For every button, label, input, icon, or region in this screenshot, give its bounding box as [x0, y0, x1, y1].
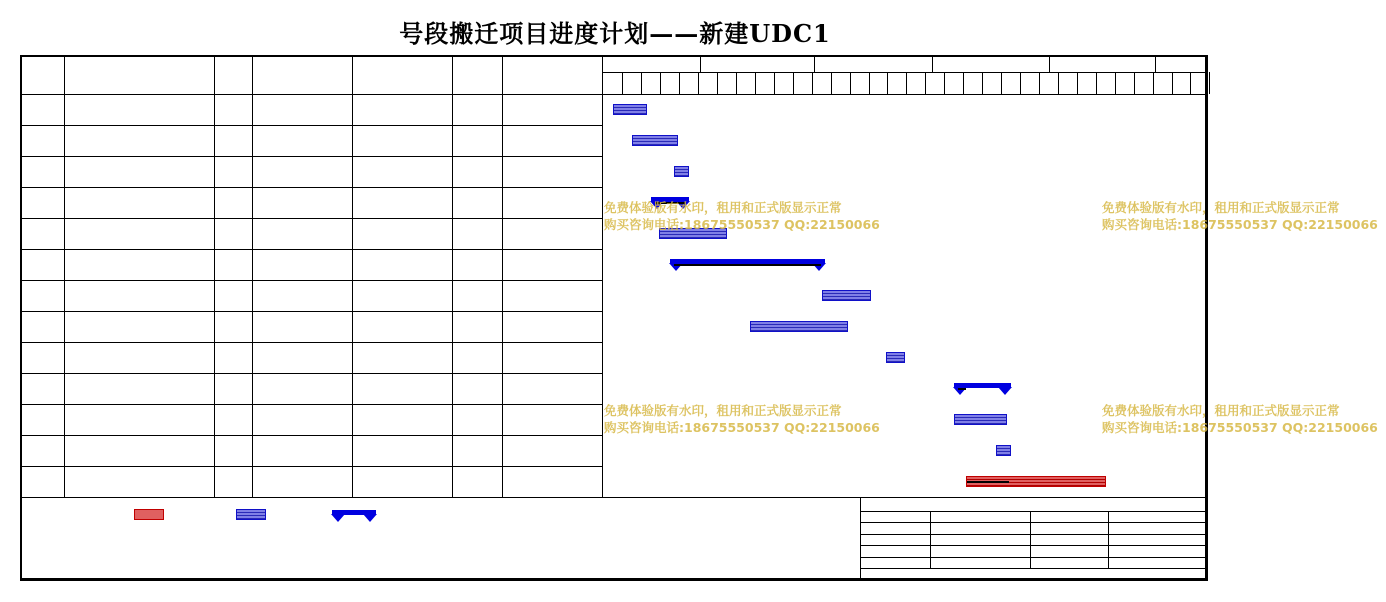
month-divider — [1049, 57, 1050, 72]
watermark-line: 购买咨询电话:18675550537 QQ:22150066 — [1102, 217, 1378, 232]
duration-cell — [214, 94, 252, 125]
end-date-cell — [352, 156, 452, 187]
tick-divider — [1172, 72, 1173, 94]
task-name-cell — [64, 404, 214, 435]
done-cell — [452, 249, 502, 280]
end-date-cell — [352, 218, 452, 249]
tick-divider — [1020, 72, 1021, 94]
done-cell — [452, 94, 502, 125]
tick-divider — [698, 72, 699, 94]
tick-divider — [717, 72, 718, 94]
column-header — [502, 57, 602, 94]
summary-progress-line — [674, 264, 821, 266]
tick-divider — [1134, 72, 1135, 94]
start-date-cell — [252, 404, 352, 435]
task-name-cell — [64, 249, 214, 280]
tick-divider — [982, 72, 983, 94]
start-date-cell — [252, 435, 352, 466]
wbs-cell — [22, 342, 64, 373]
note-cell — [502, 342, 602, 373]
done-cell — [452, 125, 502, 156]
start-date-cell — [252, 156, 352, 187]
duration-cell — [214, 125, 252, 156]
owner-value — [1108, 511, 1208, 523]
tick-divider — [641, 72, 642, 94]
column-header — [452, 57, 502, 94]
start-date-cell — [252, 311, 352, 342]
column-header — [64, 57, 214, 94]
task-name-cell — [64, 342, 214, 373]
task-bar — [886, 352, 905, 363]
start-date-cell — [252, 466, 352, 497]
month-divider — [932, 57, 933, 72]
duration-cell — [214, 373, 252, 404]
done-cell — [452, 435, 502, 466]
tick-divider — [963, 72, 964, 94]
task-bar — [996, 445, 1011, 456]
done-cell — [452, 466, 502, 497]
gantt-frame — [20, 55, 1378, 581]
wbs-cell — [22, 249, 64, 280]
wbs-cell — [22, 280, 64, 311]
start-date-cell — [252, 187, 352, 218]
note-cell — [502, 435, 602, 466]
end-date-cell — [352, 249, 452, 280]
note-cell — [502, 125, 602, 156]
tick-divider — [831, 72, 832, 94]
watermark — [604, 199, 880, 233]
tick-divider — [850, 72, 851, 94]
duration-cell — [214, 249, 252, 280]
watermark-line: 购买咨询电话:18675550537 QQ:22150066 — [1102, 420, 1378, 435]
title-block-heading — [860, 498, 1208, 510]
tick-divider — [622, 72, 623, 94]
task-name-cell — [64, 94, 214, 125]
watermark — [1102, 402, 1378, 436]
wbs-cell — [22, 94, 64, 125]
wbs-cell — [22, 311, 64, 342]
done-cell — [452, 280, 502, 311]
drawer-label — [860, 522, 930, 534]
duration-cell — [214, 187, 252, 218]
start-date-cell — [252, 373, 352, 404]
end-date-cell — [352, 94, 452, 125]
tick-divider — [1190, 72, 1191, 94]
note-cell — [502, 249, 602, 280]
duration-cell — [214, 156, 252, 187]
watermark — [604, 402, 880, 436]
wbs-cell — [22, 404, 64, 435]
checker-label — [860, 545, 930, 557]
wbs-cell — [22, 435, 64, 466]
legend-normal-swatch — [236, 509, 266, 520]
tick-divider — [1209, 72, 1210, 94]
end-date-cell — [352, 466, 452, 497]
wbs-cell — [22, 466, 64, 497]
task-bar — [674, 166, 689, 177]
tick-divider — [906, 72, 907, 94]
duration-cell — [214, 404, 252, 435]
end-date-cell — [352, 404, 452, 435]
editor-value — [930, 511, 1030, 523]
column-header — [22, 57, 64, 94]
done-cell — [452, 311, 502, 342]
task-name-cell — [64, 156, 214, 187]
end-label — [1030, 534, 1108, 546]
wbs-cell — [22, 125, 64, 156]
tick-divider — [1153, 72, 1154, 94]
month-divider — [1155, 57, 1156, 72]
summary-progress-line — [958, 388, 965, 390]
task-name-cell — [64, 280, 214, 311]
tick-divider — [869, 72, 870, 94]
duration-value — [1108, 545, 1208, 557]
month-row-line — [602, 72, 1208, 73]
tick-divider — [1058, 72, 1059, 94]
watermark-line: 免费体验版有水印，租用和正式版显示正常 — [604, 200, 842, 215]
wbs-cell — [22, 187, 64, 218]
legend-summary-cap-right — [363, 514, 377, 522]
end-date-cell — [352, 125, 452, 156]
task-name-cell — [64, 435, 214, 466]
start-date-cell — [252, 218, 352, 249]
tick-divider — [793, 72, 794, 94]
task-bar — [750, 321, 848, 332]
done-cell — [452, 187, 502, 218]
watermark-line: 免费体验版有水印，租用和正式版显示正常 — [1102, 403, 1340, 418]
tick-divider — [925, 72, 926, 94]
done-cell — [452, 373, 502, 404]
duration-cell — [214, 280, 252, 311]
table-col-line — [602, 57, 603, 497]
done-cell — [452, 342, 502, 373]
wbs-cell — [22, 156, 64, 187]
note-cell — [502, 466, 602, 497]
task-bar — [613, 104, 647, 115]
tick-divider — [944, 72, 945, 94]
duration-cell — [214, 342, 252, 373]
watermark-line: 免费体验版有水印，租用和正式版显示正常 — [604, 403, 842, 418]
start-date-cell — [252, 125, 352, 156]
end-date-cell — [352, 435, 452, 466]
tick-divider — [736, 72, 737, 94]
legend-critical-swatch — [134, 509, 164, 520]
duration-cell — [214, 218, 252, 249]
task-bar — [632, 135, 677, 146]
tick-divider — [755, 72, 756, 94]
summary-cap-right — [998, 387, 1012, 395]
tick-divider — [1115, 72, 1116, 94]
task-name-cell — [64, 466, 214, 497]
start-date-cell — [252, 94, 352, 125]
tick-divider — [1096, 72, 1097, 94]
page-title: 号段搬迁项目进度计划——新建UDC1 — [399, 19, 831, 48]
watermark-line: 购买咨询电话:18675550537 QQ:22150066 — [604, 217, 880, 232]
done-cell — [452, 218, 502, 249]
legend-summary-cap-left — [331, 514, 345, 522]
owner-label — [1030, 511, 1108, 523]
task-bar — [954, 414, 1007, 425]
month-divider — [814, 57, 815, 72]
end-date-cell — [352, 280, 452, 311]
note-cell — [502, 280, 602, 311]
note-cell — [502, 156, 602, 187]
start-value — [1108, 522, 1208, 534]
note-cell — [502, 404, 602, 435]
tick-divider — [1039, 72, 1040, 94]
watermark — [1102, 199, 1378, 233]
duration-label — [1030, 545, 1108, 557]
start-label — [1030, 522, 1108, 534]
note-cell — [502, 311, 602, 342]
note-cell — [502, 94, 602, 125]
tick-divider — [679, 72, 680, 94]
tick-divider — [1077, 72, 1078, 94]
column-header — [352, 57, 452, 94]
note-cell — [502, 373, 602, 404]
watermark-line: 免费体验版有水印，租用和正式版显示正常 — [1102, 200, 1340, 215]
task-name-cell — [64, 125, 214, 156]
note-cell — [502, 187, 602, 218]
column-header — [214, 57, 252, 94]
editor-label — [860, 511, 930, 523]
done-cell — [452, 156, 502, 187]
report-date — [1030, 558, 1108, 570]
critical-progress-line — [967, 481, 1009, 483]
task-name-cell — [64, 187, 214, 218]
wbs-cell — [22, 373, 64, 404]
tick-divider — [774, 72, 775, 94]
start-date-cell — [252, 249, 352, 280]
watermark-line: 购买咨询电话:18675550537 QQ:22150066 — [604, 420, 880, 435]
note-cell — [502, 218, 602, 249]
tick-divider — [1001, 72, 1002, 94]
wbs-cell — [22, 218, 64, 249]
duration-cell — [214, 311, 252, 342]
start-date-cell — [252, 342, 352, 373]
end-date-cell — [352, 311, 452, 342]
column-header — [252, 57, 352, 94]
duration-cell — [214, 435, 252, 466]
month-divider — [700, 57, 701, 72]
end-date-cell — [352, 373, 452, 404]
end-value — [1108, 534, 1208, 546]
start-date-cell — [252, 280, 352, 311]
task-name-cell — [64, 311, 214, 342]
task-name-cell — [64, 218, 214, 249]
end-date-cell — [352, 342, 452, 373]
task-name-cell — [64, 373, 214, 404]
tick-divider — [887, 72, 888, 94]
duration-cell — [214, 466, 252, 497]
end-date-cell — [352, 187, 452, 218]
done-cell — [452, 404, 502, 435]
tick-divider — [660, 72, 661, 94]
reviewer-label — [860, 534, 930, 546]
task-bar — [822, 290, 871, 301]
tick-divider — [812, 72, 813, 94]
